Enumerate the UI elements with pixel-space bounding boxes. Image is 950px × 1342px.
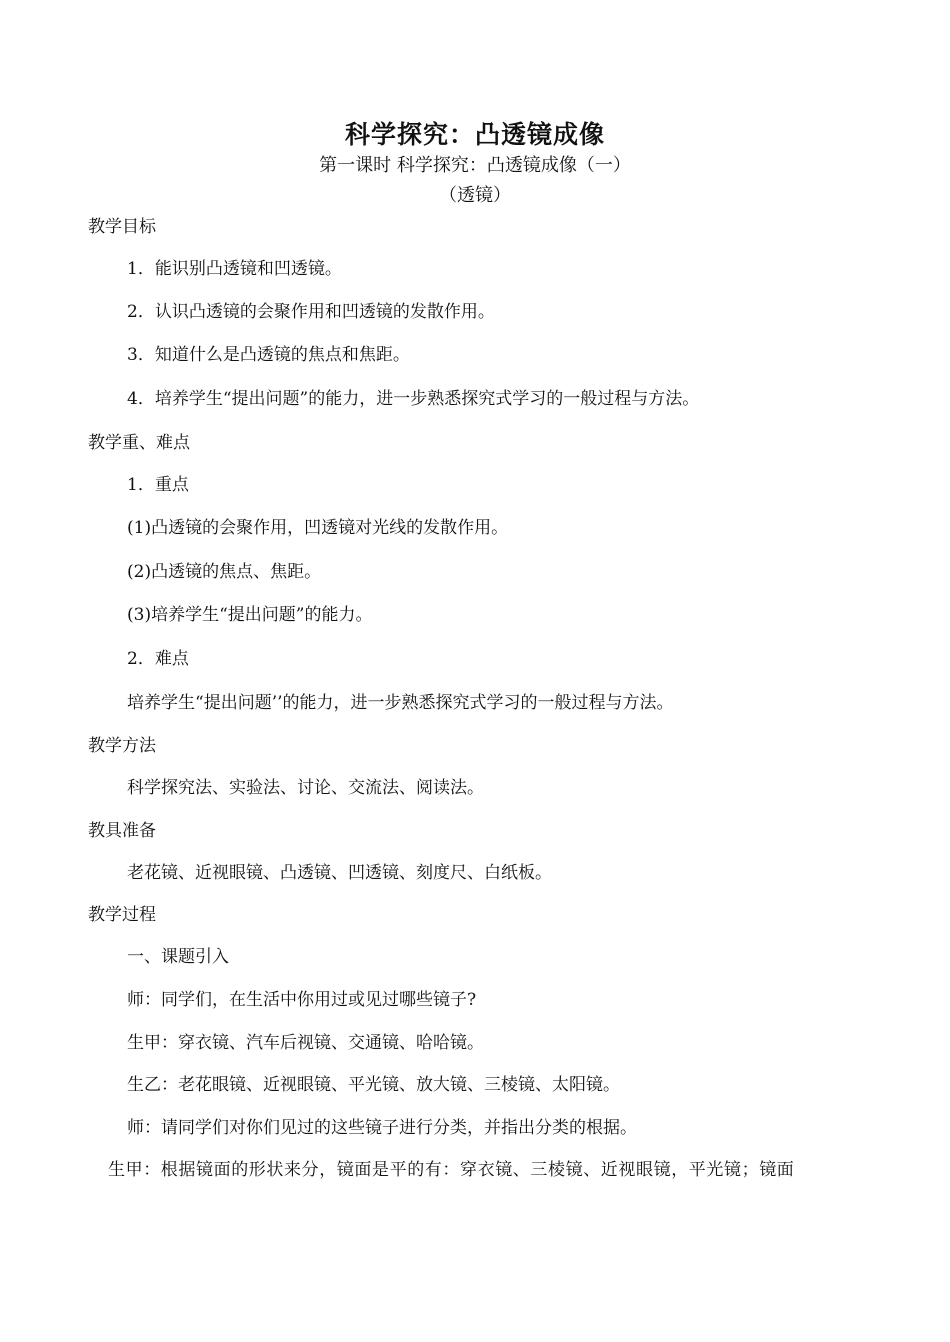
section-heading-methods: 教学方法 xyxy=(88,736,156,756)
subheading-difficulty: 2．难点 xyxy=(127,649,189,669)
difficulty-item: 培养学生“提出问题’’的能力，进一步熟悉探究式学习的一般过程与方法。 xyxy=(127,693,674,713)
objective-item: 1．能识别凸透镜和凹透镜。 xyxy=(127,259,342,279)
methods-text: 科学探究法、实验法、讨论、交流法、阅读法。 xyxy=(127,778,484,798)
subheading-key-point: 1．重点 xyxy=(127,475,189,495)
key-point-item: (3)培养学生“提出问题”的能力。 xyxy=(127,605,373,625)
objective-item: 3．知道什么是凸透镜的焦点和焦距。 xyxy=(127,345,410,365)
section-heading-process: 教学过程 xyxy=(88,905,156,925)
key-point-item: (1)凸透镜的会聚作用，凹透镜对光线的发散作用。 xyxy=(127,518,509,538)
section-heading-key-points: 教学重、难点 xyxy=(88,433,190,453)
process-subheading: 一、课题引入 xyxy=(127,947,229,967)
materials-text: 老花镜、近视眼镜、凸透镜、凹透镜、刻度尺、白纸板。 xyxy=(127,863,552,883)
dialogue-line: 生甲：根据镜面的形状来分，镜面是平的有：穿衣镜、三棱镜、近视眼镜，平光镜；镜面 xyxy=(108,1160,795,1180)
dialogue-line: 师：请同学们对你们见过的这些镜子进行分类，并指出分类的根据。 xyxy=(127,1118,637,1138)
dialogue-line: 师：同学们，在生活中你用过或见过哪些镜子? xyxy=(127,990,477,1010)
key-point-item: (2)凸透镜的焦点、焦距。 xyxy=(127,562,322,582)
lesson-subtitle: 第一课时 科学探究：凸透镜成像（一） xyxy=(319,155,631,176)
objective-item: 4．培养学生“提出问题”的能力，进一步熟悉探究式学习的一般过程与方法。 xyxy=(127,389,700,409)
section-heading-materials: 教具准备 xyxy=(88,821,156,841)
dialogue-line: 生乙：老花眼镜、近视眼镜、平光镜、放大镜、三棱镜、太阳镜。 xyxy=(127,1075,620,1095)
dialogue-line: 生甲：穿衣镜、汽车后视镜、交通镜、哈哈镜。 xyxy=(127,1033,484,1053)
lesson-topic: （透镜） xyxy=(439,185,511,206)
document-title: 科学探究：凸透镜成像 xyxy=(344,120,605,149)
section-heading-objectives: 教学目标 xyxy=(88,217,156,237)
objective-item: 2．认识凸透镜的会聚作用和凹透镜的发散作用。 xyxy=(127,302,495,322)
